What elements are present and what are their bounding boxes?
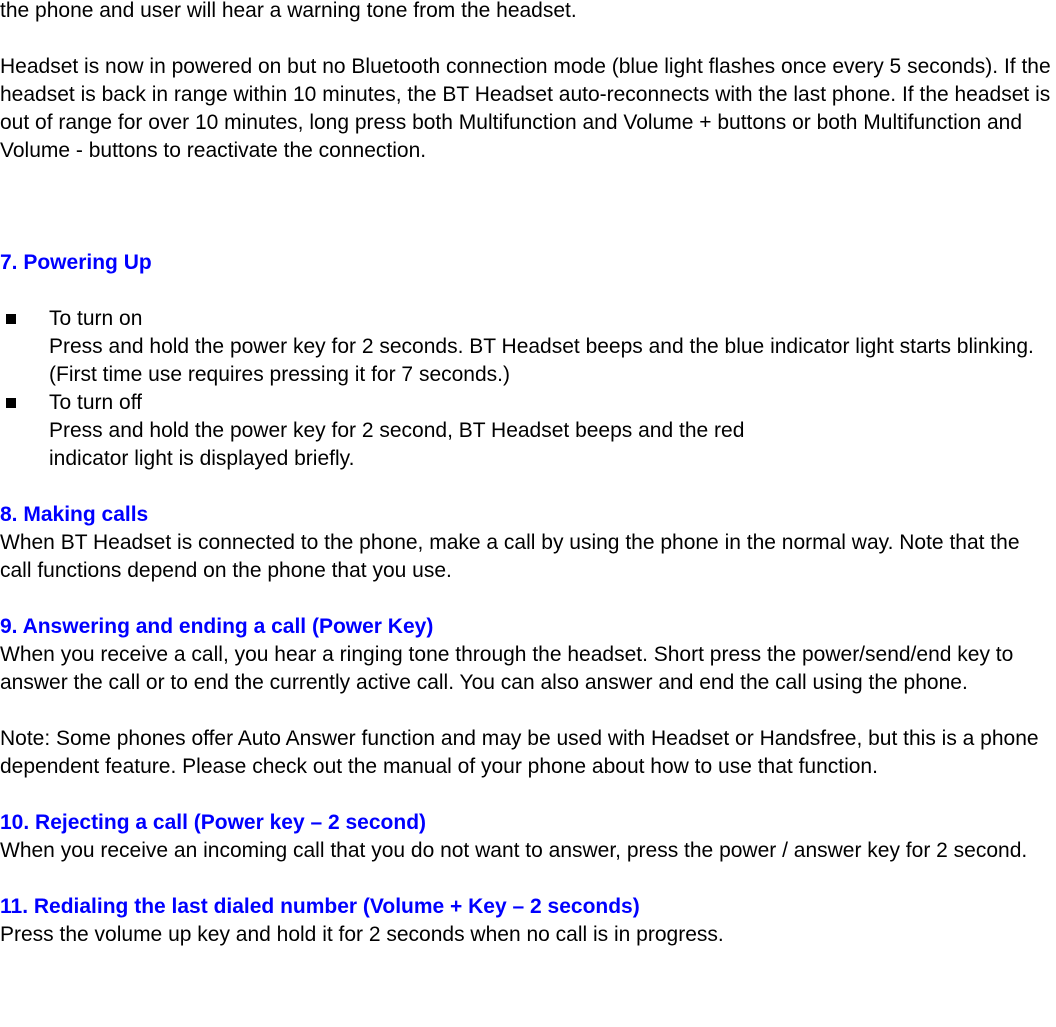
section-heading: 10. Rejecting a call (Power key – 2 second) [0,811,427,834]
section-body: When BT Headset is connected to the phone, make a call by using the phone in the normal way. Note that the call functions depend on the phone that you use. [0,531,1020,582]
square-bullet-icon [6,398,16,408]
list-item-title: To turn off [49,391,143,414]
intro-paragraph: Headset is now in powered on but no Bluetooth connection mode (blue light flashes once every 5 seconds). If the headset is back in range within 10 minutes, the BT Headset auto-reconnects with the last phone. If the headset is out of range for over 10 minutes, long press both Multifunction and Volume + buttons or both Multifunction and Volume - buttons to reactivate the connection. [0,55,1051,162]
list-item-turn-on [0,305,1056,389]
list-item-text: Press and hold the power key for 2 seconds. BT Headset beeps and the blue indicator light starts blinking. (First time use requires pressing it for 7 seconds.) [49,335,1034,386]
list-item-text: Press and hold the power key for 2 second, BT Headset beeps and the red [49,419,745,442]
list-item-turn-off [0,389,1056,473]
list-item-text: indicator light is displayed briefly. [49,447,355,470]
section-heading: 11. Redialing the last dialed number (Volume + Key – 2 seconds) [0,895,640,918]
square-bullet-icon [6,314,16,324]
section-heading: 7. Powering Up [0,251,152,274]
section-rejecting-call [0,809,1056,865]
section-body: When you receive a call, you hear a ringing tone through the headset. Short press the power/send/end key to answer the call or to end the currently active call. You can also answer and end the call using the phone. [0,643,1014,694]
bullet-list [0,305,1056,473]
section-heading: 8. Making calls [0,503,149,526]
section-body: Press the volume up key and hold it for 2 seconds when no call is in progress. [0,923,724,946]
section-powering-up [0,249,1056,473]
section-redialing [0,893,1056,949]
section-making-calls [0,501,1056,585]
list-item-title: To turn on [49,307,143,330]
section-heading: 9. Answering and ending a call (Power Key) [0,615,434,638]
section-note: Note: Some phones offer Auto Answer function and may be used with Headset or Handsfree, but this is a phone dependent feature. Please check out the manual of your phone about how to use that function. [0,727,1039,778]
section-answering-call [0,613,1056,781]
intro-continuation: the phone and user will hear a warning tone from the headset. [0,0,577,22]
section-body: When you receive an incoming call that you do not want to answer, press the power / answer key for 2 second. [0,839,1028,862]
